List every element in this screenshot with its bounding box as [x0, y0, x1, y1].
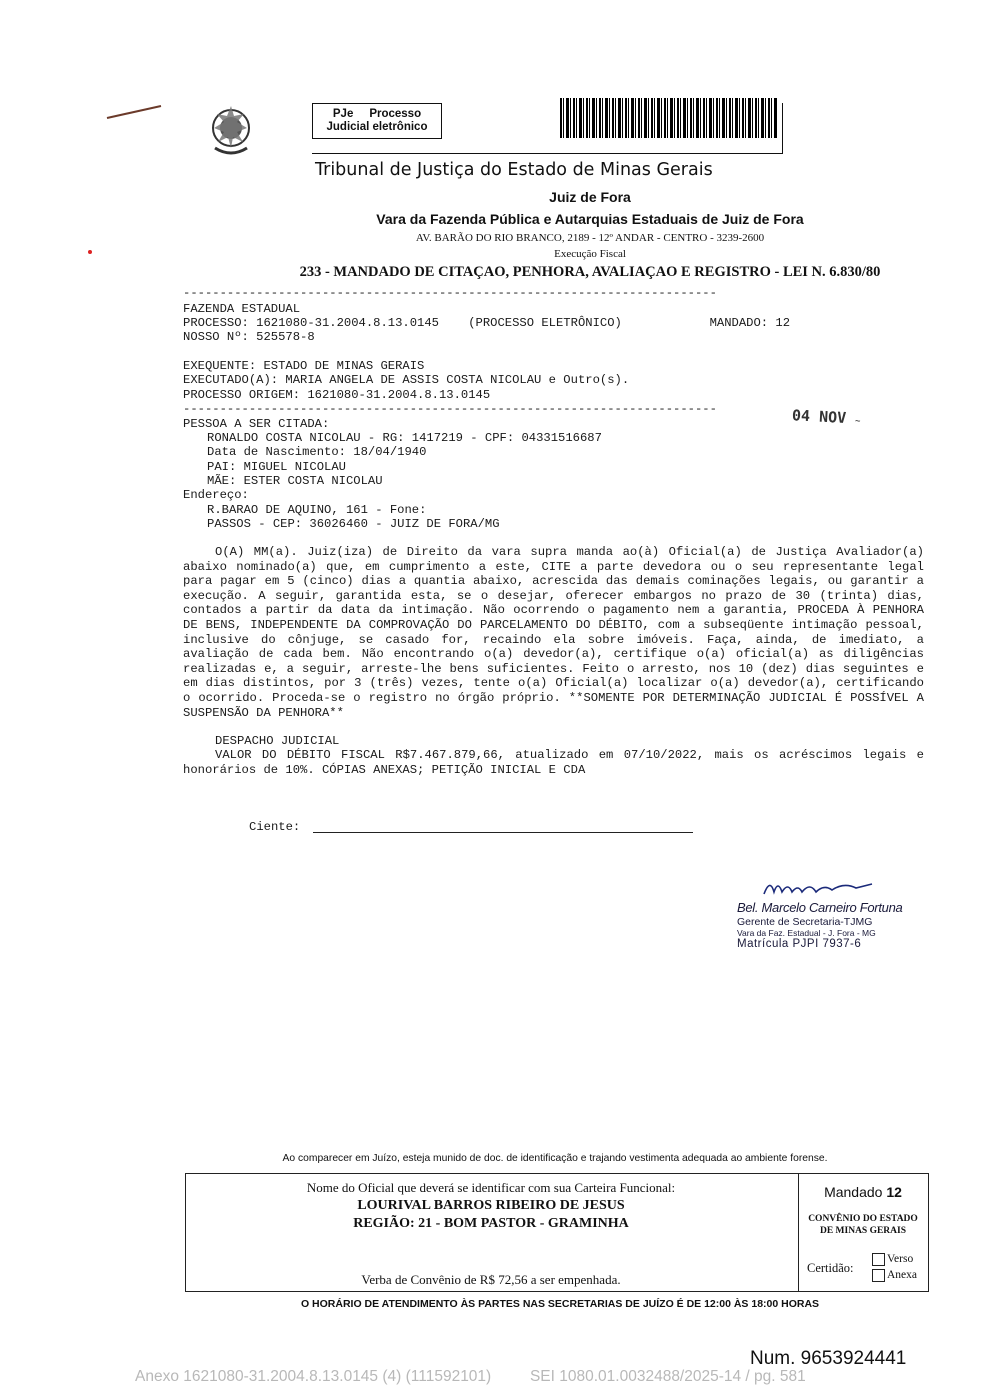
signatory-registration: Matrícula PJPI 7937-6: [737, 938, 862, 950]
pessoa-pai: PAI: MIGUEL NICOLAU: [207, 460, 346, 474]
mandado-body: O(A) MM(a). Juiz(iza) de Direito da vara supra manda ao(à) Oficial(a) de Justiça Avaliador(a) abaixo nominado(a) que, em cumprimento a este, CITE a parte devedora ou o seu representante legal para pagar em 5 (cinco) dias a quantia abaixo, acrescida das demais cominações legais, ou garantir a execução. A seguir, garantida esta, se o desejar, oferecer embargos no prazo de 30 (trinta) dias, contados a partir da data da intimação. Não ocorrendo o pagamento nem a garantia, PROCEDA À PENHORA DE BENS, INDEPENDENTE DA COMPROVAÇÃO DO PARCELAMENTO DO DÉBITO, com a subseqüente intimação pessoal, inclusive do cônjuge, se casado for, recaindo ela sobre imóveis. Faça, ainda, de imediato, a avaliação de cada bem. Não encontrando o(a) devedor(a), certifique o(a) oficial(a) as diligências realizadas e, a seguir, arreste-lhe bens suficientes. Feito o arresto, nos 10 (dez) dias seguintes e em dias distintos, por 3 (três) vezes, tente o(a) Oficial(a) localizar o(a) devedor(a), certificando o ocorrido. Proceda-se o registro no órgão próprio. **SOMENTE POR DETERMINAÇÃO JUDICIAL É POSSÍVEL A SUSPENSÃO DA PENHORA**: [183, 545, 924, 720]
pessoa-nascimento: Data de Nascimento: 18/04/1940: [207, 445, 427, 459]
certidao-label: Certidão:: [807, 1261, 854, 1275]
endereco-line-1: R.BARAO DE AQUINO, 161 - Fone:: [207, 503, 427, 517]
separator-top: -------------------------------------------------------------------------: [183, 286, 717, 300]
pessoa-mae: MÃE: ESTER COSTA NICOLAU: [207, 474, 383, 488]
oficial-nome: LOURIVAL BARROS RIBEIRO DE JESUS: [357, 1198, 625, 1213]
process-class: Execução Fiscal: [554, 248, 626, 260]
valor-debito: VALOR DO DÉBITO FISCAL R$7.467.879,66, atualizado em 07/10/2022, mais os acréscimos legais e honorários de 10%. CÓPIAS ANEXAS; PETIÇÃO INICIAL E CDA: [183, 748, 924, 777]
stamp-smudge: ~: [854, 416, 861, 427]
separator-mid: -------------------------------------------------------------------------: [183, 402, 717, 416]
pessoa-nome: RONALDO COSTA NICOLAU - RG: 1417219 - CPF: 04331516687: [207, 431, 602, 445]
signatory-unit: Vara da Faz. Estadual - J. Fora - MG: [737, 928, 876, 938]
comarca-title: Juiz de Fora: [549, 189, 631, 205]
coat-of-arms-icon: [205, 102, 257, 158]
mandado-number: 12: [886, 1184, 902, 1200]
tribunal-title: Tribunal de Justiça do Estado de Minas Gerais: [315, 160, 713, 180]
certidao-anexa-option[interactable]: [872, 1269, 917, 1282]
vara-address: AV. BARÃO DO RIO BRANCO, 2189 - 12º ANDAR - CENTRO - 3239-2600: [415, 232, 765, 244]
endereco-label: Endereço:: [183, 488, 249, 502]
document-number: Num. 9653924441: [750, 1348, 907, 1369]
certidao-verso-option[interactable]: [872, 1253, 913, 1266]
verso-label: Verso: [887, 1253, 914, 1266]
pje-line-2: Judicial eletrônico: [326, 121, 428, 133]
ciente-signature-line[interactable]: [313, 832, 693, 833]
signatory-name: Bel. Marcelo Carneiro Fortuna: [737, 900, 903, 915]
signature-scribble: [760, 872, 880, 902]
pen-mark: [105, 100, 165, 122]
ciente-label: Ciente:: [249, 820, 301, 834]
mandado-title: 233 - MANDADO DE CITAÇAO, PENHORA, AVALIAÇAO E REGISTRO - LEI N. 6.830/80: [299, 264, 881, 280]
signatory-role: Gerente de Secretaria-TJMG: [737, 916, 873, 928]
annex-footer: Anexo 1621080-31.2004.8.13.0145 (4) (111592101) SEI 1080.01.0032488/2025-14 / pg. 581: [135, 1368, 806, 1385]
court-notice: Ao comparecer em Juízo, esteja munido de doc. de identificação e trajando vestimenta adequada ao ambiente forense.: [282, 1153, 828, 1164]
mandado-box-label: [798, 1184, 928, 1200]
mandado-label: Mandado: [824, 1184, 883, 1200]
despacho-label: DESPACHO JUDICIAL: [215, 734, 340, 748]
barcode: [560, 98, 778, 138]
nosso-numero-line: NOSSO Nº: 525578-8: [183, 330, 315, 344]
vara-title: Vara da Fazenda Pública e Autarquias Estaduais de Juiz de Fora: [376, 211, 804, 227]
oficial-label: Nome do Oficial que deverá se identificar com sua Carteira Funcional:: [306, 1180, 676, 1195]
exequente-line: EXEQUENTE: ESTADO DE MINAS GERAIS: [183, 359, 425, 373]
parte-line: FAZENDA ESTADUAL: [183, 302, 301, 316]
red-dot: [88, 250, 92, 254]
pessoa-title: PESSOA A SER CITADA:: [183, 417, 330, 431]
anexa-checkbox[interactable]: [872, 1269, 885, 1282]
pje-line-1: PJe Processo: [332, 108, 422, 120]
executado-line: EXECUTADO(A): MARIA ANGELA DE ASSIS COSTA NICOLAU e Outro(s).: [183, 373, 630, 387]
signature-stamp: [737, 900, 907, 950]
date-stamp: [792, 406, 861, 428]
convenio-label: CONVÊNIO DO ESTADO DE MINAS GERAIS: [808, 1214, 918, 1236]
date-stamp-text: 04 NOV: [791, 406, 847, 428]
endereco-line-2: PASSOS - CEP: 36026460 - JUIZ DE FORA/MG: [207, 517, 500, 531]
anexa-label: Anexa: [887, 1269, 918, 1282]
oficial-regiao: REGIÃO: 21 - BOM PASTOR - GRAMINHA: [353, 1216, 629, 1231]
processo-line: PROCESSO: 1621080-31.2004.8.13.0145 (PROCESSO ELETRÔNICO) MANDADO: 12: [183, 316, 791, 330]
verba-convenio: Verba de Convênio de R$ 72,56 a ser empenhada.: [361, 1272, 621, 1287]
oficial-box: [185, 1173, 929, 1292]
origem-line: PROCESSO ORIGEM: 1621080-31.2004.8.13.0145: [183, 388, 491, 402]
horario-atendimento: O HORÁRIO DE ATENDIMENTO ÀS PARTES NAS SECRETARIAS DE JUÍZO É DE 12:00 ÀS 18:00 HORAS: [300, 1298, 820, 1310]
verso-checkbox[interactable]: [872, 1253, 885, 1266]
